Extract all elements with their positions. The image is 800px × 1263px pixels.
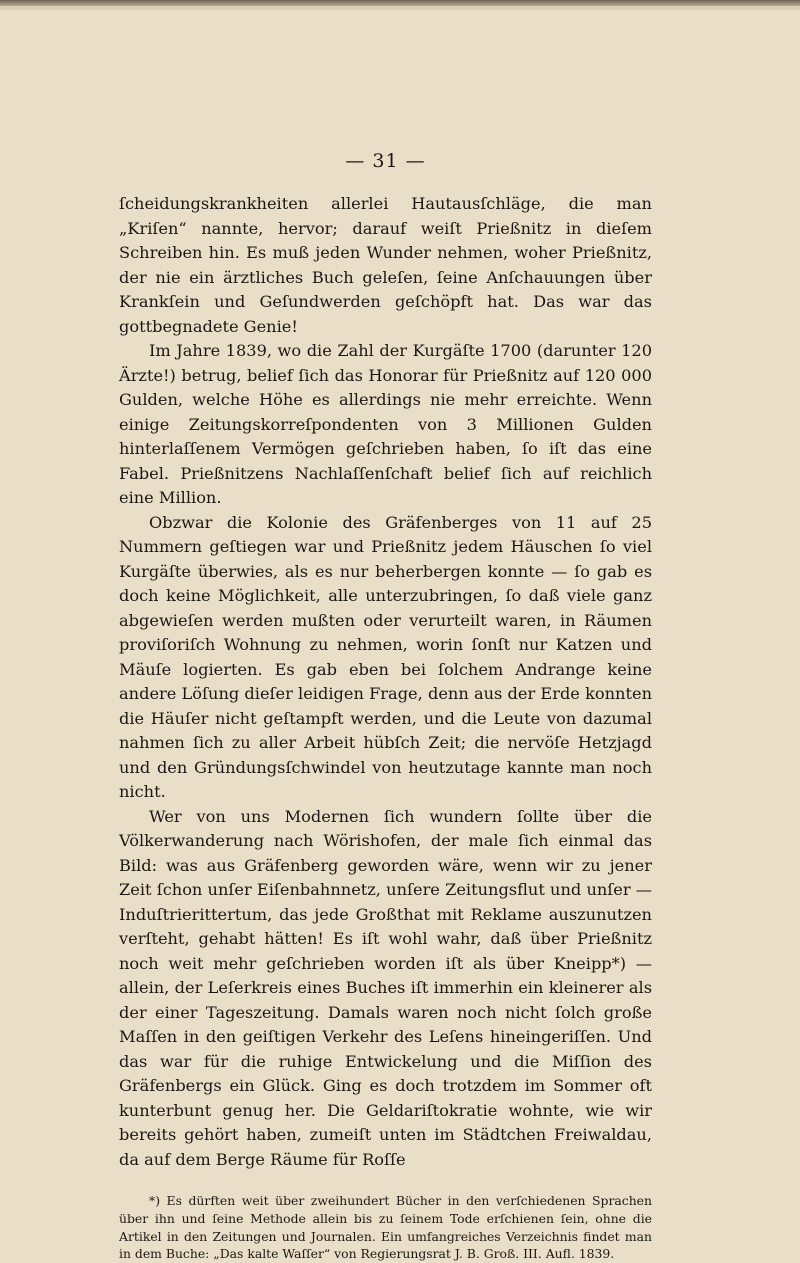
page-top-edge-shadow [0,6,800,10]
body-text [119,192,652,1172]
page-number: — 31 — [345,150,426,172]
paragraph-4: Wer von uns Modernen ſich wundern ſollte über die Völkerwanderung nach Wörishofen, der male ſich einmal das Bild: was aus Gräfenberg geworden wäre, wenn wir zu jener Zeit ſchon unſer Eiſenbahnnetz, unſere Zeitungsflut und unſer — Induſtrierittertum, das jede Großthat mit Reklame auszunutzen verſteht, gehabt hätten! Es iſt wohl wahr, daß über Prießnitz noch weit mehr geſchrieben worden iſt als über Kneipp*) — allein, der Leſerkreis eines Buches iſt immerhin ein kleinerer als der einer Tageszeitung. Damals waren noch nicht ſolch große Maſſen in den geiſtigen Verkehr des Leſens hineingeriſſen. Und das war für die ruhige Entwickelung und die Miſſion des Gräfenbergs ein Glück. Ging es doch trotzdem im Sommer oft kunterbunt genug her. Die Geldariſtokratie wohnte, wie wir bereits gehört haben, zumeiſt unten im Städtchen Freiwaldau, da auf dem Berge Räume für Roſſe [119,806,652,1169]
book-page [119,150,652,1263]
footnote: *) Es dürften weit über zweihundert Bücher in den verſchiedenen Sprachen über ihn und ſeine Methode allein bis zu ſeinem Tode erſchienen ſein, ohne die Artikel in den Zeitungen und Journalen. Ein umfangreiches Verzeichnis findet man in dem Buche: „Das kalte Waſſer“ von Regierungsrat J. B. Groß. III. Aufl. 1839. [119,1193,652,1262]
paragraph-1: ſcheidungskrankheiten allerlei Hautausſchläge, die man „Kriſen“ nannte, hervor; darauf weiſt Prießnitz in dieſem Schreiben hin. Es muß jeden Wunder nehmen, woher Prießnitz, der nie ein ärztliches Buch geleſen, ſeine Anſchauungen über Krankſein und Geſundwerden geſchöpft hat. Das war das gottbegnadete Genie! [119,194,652,336]
paragraph-2: Im Jahre 1839, wo die Zahl der Kurgäſte 1700 (darunter 120 Ärzte!) betrug, belief ſich das Honorar für Prießnitz auf 120 000 Gulden, welche Höhe es allerdings nie mehr erreichte. Wenn einige Zeitungskorreſpondenten von 3 Millionen Gulden hinterlaſſenem Vermögen geſchrieben haben, ſo iſt das eine Fabel. Prießnitzens Nachlaſſenſchaft belief ſich auf reichlich eine Million. [119,341,652,507]
paragraph-3: Obzwar die Kolonie des Gräfenberges von 11 auf 25 Nummern geſtiegen war und Prießnitz jedem Häuschen ſo viel Kurgäſte überwies, als es nur beherbergen konnte — ſo gab es doch keine Möglichkeit, alle unterzubringen, ſo daß viele ganz abgewieſen werden mußten oder verurteilt waren, in Räumen proviſoriſch Wohnung zu nehmen, worin ſonſt nur Katzen und Mäuſe logierten. Es gab eben bei ſolchem Andrange keine andere Löſung dieſer leidigen Frage, denn aus der Erde konnten die Häuſer nicht geſtampft werden, und die Leute von dazumal nahmen ſich zu aller Arbeit hübſch Zeit; die nervöſe Hetzjagd und den Gründungsſchwindel von heutzutage kannte man noch nicht. [119,512,652,801]
